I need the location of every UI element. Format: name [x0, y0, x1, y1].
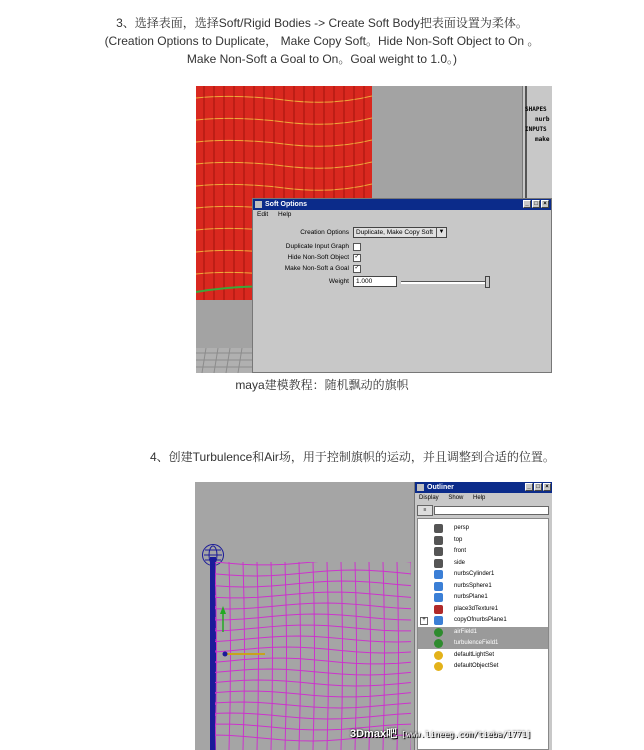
outliner-title-bar[interactable]: [415, 482, 552, 493]
step3-line2: (Creation Options to Duplicate， Make Copy Soft。Hide Non-Soft Object to On 。: [104, 34, 540, 48]
soft-options-dialog: [252, 198, 552, 373]
outliner-list[interactable]: [417, 518, 549, 750]
outliner-item-label: defaultLightSet: [454, 651, 495, 658]
watermark-url: [www.lineeg.com/tieba/1771]: [401, 730, 532, 739]
outliner-item-defaultObjectSet[interactable]: [418, 661, 548, 672]
dialog-menu-bar: [253, 210, 551, 219]
outliner-item-label: airField1: [454, 628, 478, 635]
camera-icon: [434, 559, 443, 568]
minimize-button[interactable]: _: [525, 483, 533, 491]
menu-display[interactable]: Display: [419, 495, 439, 501]
menu-edit[interactable]: Edit: [257, 211, 269, 218]
dialog-title: Soft Options: [265, 201, 307, 208]
close-button[interactable]: ×: [541, 200, 549, 208]
maximize-button[interactable]: □: [534, 483, 542, 491]
outliner-item-front[interactable]: [418, 546, 548, 557]
outliner-item-defaultLightSet[interactable]: [418, 650, 548, 661]
maximize-button[interactable]: □: [532, 200, 540, 208]
outliner-item-label: defaultObjectSet: [454, 663, 499, 669]
weight-field[interactable]: 1.000: [353, 276, 397, 287]
nurbs-surface-icon: [434, 616, 443, 625]
creation-options-dropdown[interactable]: [353, 227, 447, 238]
inputs-label: INPUTS: [525, 126, 547, 133]
outliner-item-nurbsPlane1[interactable]: [418, 592, 548, 603]
make-non-soft-goal-checkbox[interactable]: ✓: [354, 265, 360, 271]
outliner-item-label: nurbsCylinder1: [454, 571, 495, 577]
channel-box: [522, 86, 552, 206]
outliner-item-label: side: [454, 559, 466, 566]
inputs-value: make: [535, 136, 550, 143]
step3-line1: 3、选择表面，选择Soft/Rigid Bodies -> Create Soft Body把表面设置为柔体。: [116, 16, 528, 30]
hide-non-soft-checkbox[interactable]: ✓: [354, 254, 360, 260]
expand-icon[interactable]: +: [420, 617, 428, 625]
outliner-item-label: front: [454, 548, 467, 554]
viewport-floor-grid: [196, 348, 256, 373]
outliner-window: [414, 482, 552, 750]
weight-slider-track[interactable]: [401, 281, 487, 284]
outliner-item-copyOfnurbsPlane1[interactable]: [418, 615, 548, 626]
shapes-value: nurb: [535, 116, 550, 123]
outliner-item-side[interactable]: [418, 558, 548, 569]
duplicate-input-graph-checkbox[interactable]: [353, 243, 361, 251]
nurbs-surface-icon: [434, 593, 443, 602]
outliner-item-top[interactable]: [418, 535, 548, 546]
set-icon: [434, 651, 443, 660]
outliner-item-label: persp: [454, 525, 470, 531]
set-icon: [434, 662, 443, 671]
make-non-soft-goal-label: Make Non-Soft a Goal: [284, 265, 349, 272]
outliner-item-label: turbulenceField1: [454, 640, 499, 646]
outliner-item-label: nurbsSphere1: [454, 582, 492, 589]
panel-divider: [525, 86, 527, 206]
step4-text: 4、创建Turbulence和Air场，用于控制旗帜的运动，并且调整到合适的位置。: [150, 450, 555, 464]
outliner-title: Outliner: [427, 484, 454, 491]
minimize-button[interactable]: _: [523, 200, 531, 208]
close-button[interactable]: ×: [543, 483, 551, 491]
filter-icon[interactable]: ≡: [417, 505, 433, 516]
maya-window-icon: [255, 201, 262, 208]
camera-icon: [434, 547, 443, 556]
menu-help[interactable]: Help: [278, 211, 292, 218]
weight-slider-handle[interactable]: [485, 276, 490, 288]
creation-options-value: Duplicate, Make Copy Soft: [356, 229, 433, 236]
field-icon: [434, 639, 443, 648]
texture-icon: [434, 605, 443, 614]
shapes-label: SHAPES: [525, 106, 547, 113]
dialog-title-bar[interactable]: [253, 199, 551, 210]
camera-icon: [434, 536, 443, 545]
step3-line3: Make Non-Soft a Goal to On。Goal weight to 1.0。): [186, 52, 458, 66]
outliner-item-nurbsSphere1[interactable]: [418, 581, 548, 592]
outliner-item-place3dTexture1[interactable]: [418, 604, 548, 615]
nurbs-surface-icon: [434, 570, 443, 579]
outliner-item-label: top: [454, 536, 463, 543]
floor-grid-lines: [196, 348, 256, 373]
hide-non-soft-label: Hide Non-Soft Object: [287, 254, 349, 261]
image1-caption: maya建模教程：随机飘动的旗帜: [235, 378, 409, 392]
maya-window-icon: [417, 484, 424, 491]
watermark-brand: 3Dmax吧: [350, 728, 398, 740]
watermark: [350, 724, 550, 744]
duplicate-input-graph-label: Duplicate Input Graph: [285, 243, 349, 250]
creation-options-label: Creation Options: [300, 229, 349, 236]
outliner-item-airField1[interactable]: [418, 627, 548, 638]
nurbs-surface-icon: [434, 582, 443, 591]
menu-show[interactable]: Show: [448, 495, 464, 501]
soft-options-screenshot: [196, 86, 552, 373]
outliner-search-input[interactable]: [434, 506, 549, 515]
field-icon: [434, 628, 443, 637]
outliner-item-label: nurbsPlane1: [454, 594, 488, 600]
outliner-item-label: place3dTexture1: [454, 605, 499, 612]
outliner-item-persp[interactable]: [418, 523, 548, 534]
outliner-screenshot: [195, 482, 552, 750]
outliner-item-turbulenceField1[interactable]: [418, 638, 548, 649]
outliner-item-nurbsCylinder1[interactable]: [418, 569, 548, 580]
outliner-menu-bar: [415, 494, 552, 503]
flag-wireframe: [215, 562, 411, 750]
chevron-down-icon: ▼: [436, 228, 446, 237]
camera-icon: [434, 524, 443, 533]
step3-text: [0, 14, 644, 68]
outliner-item-label: copyOfnurbsPlane1: [454, 617, 507, 623]
menu-help[interactable]: Help: [473, 495, 486, 501]
weight-label: Weight: [328, 278, 349, 285]
